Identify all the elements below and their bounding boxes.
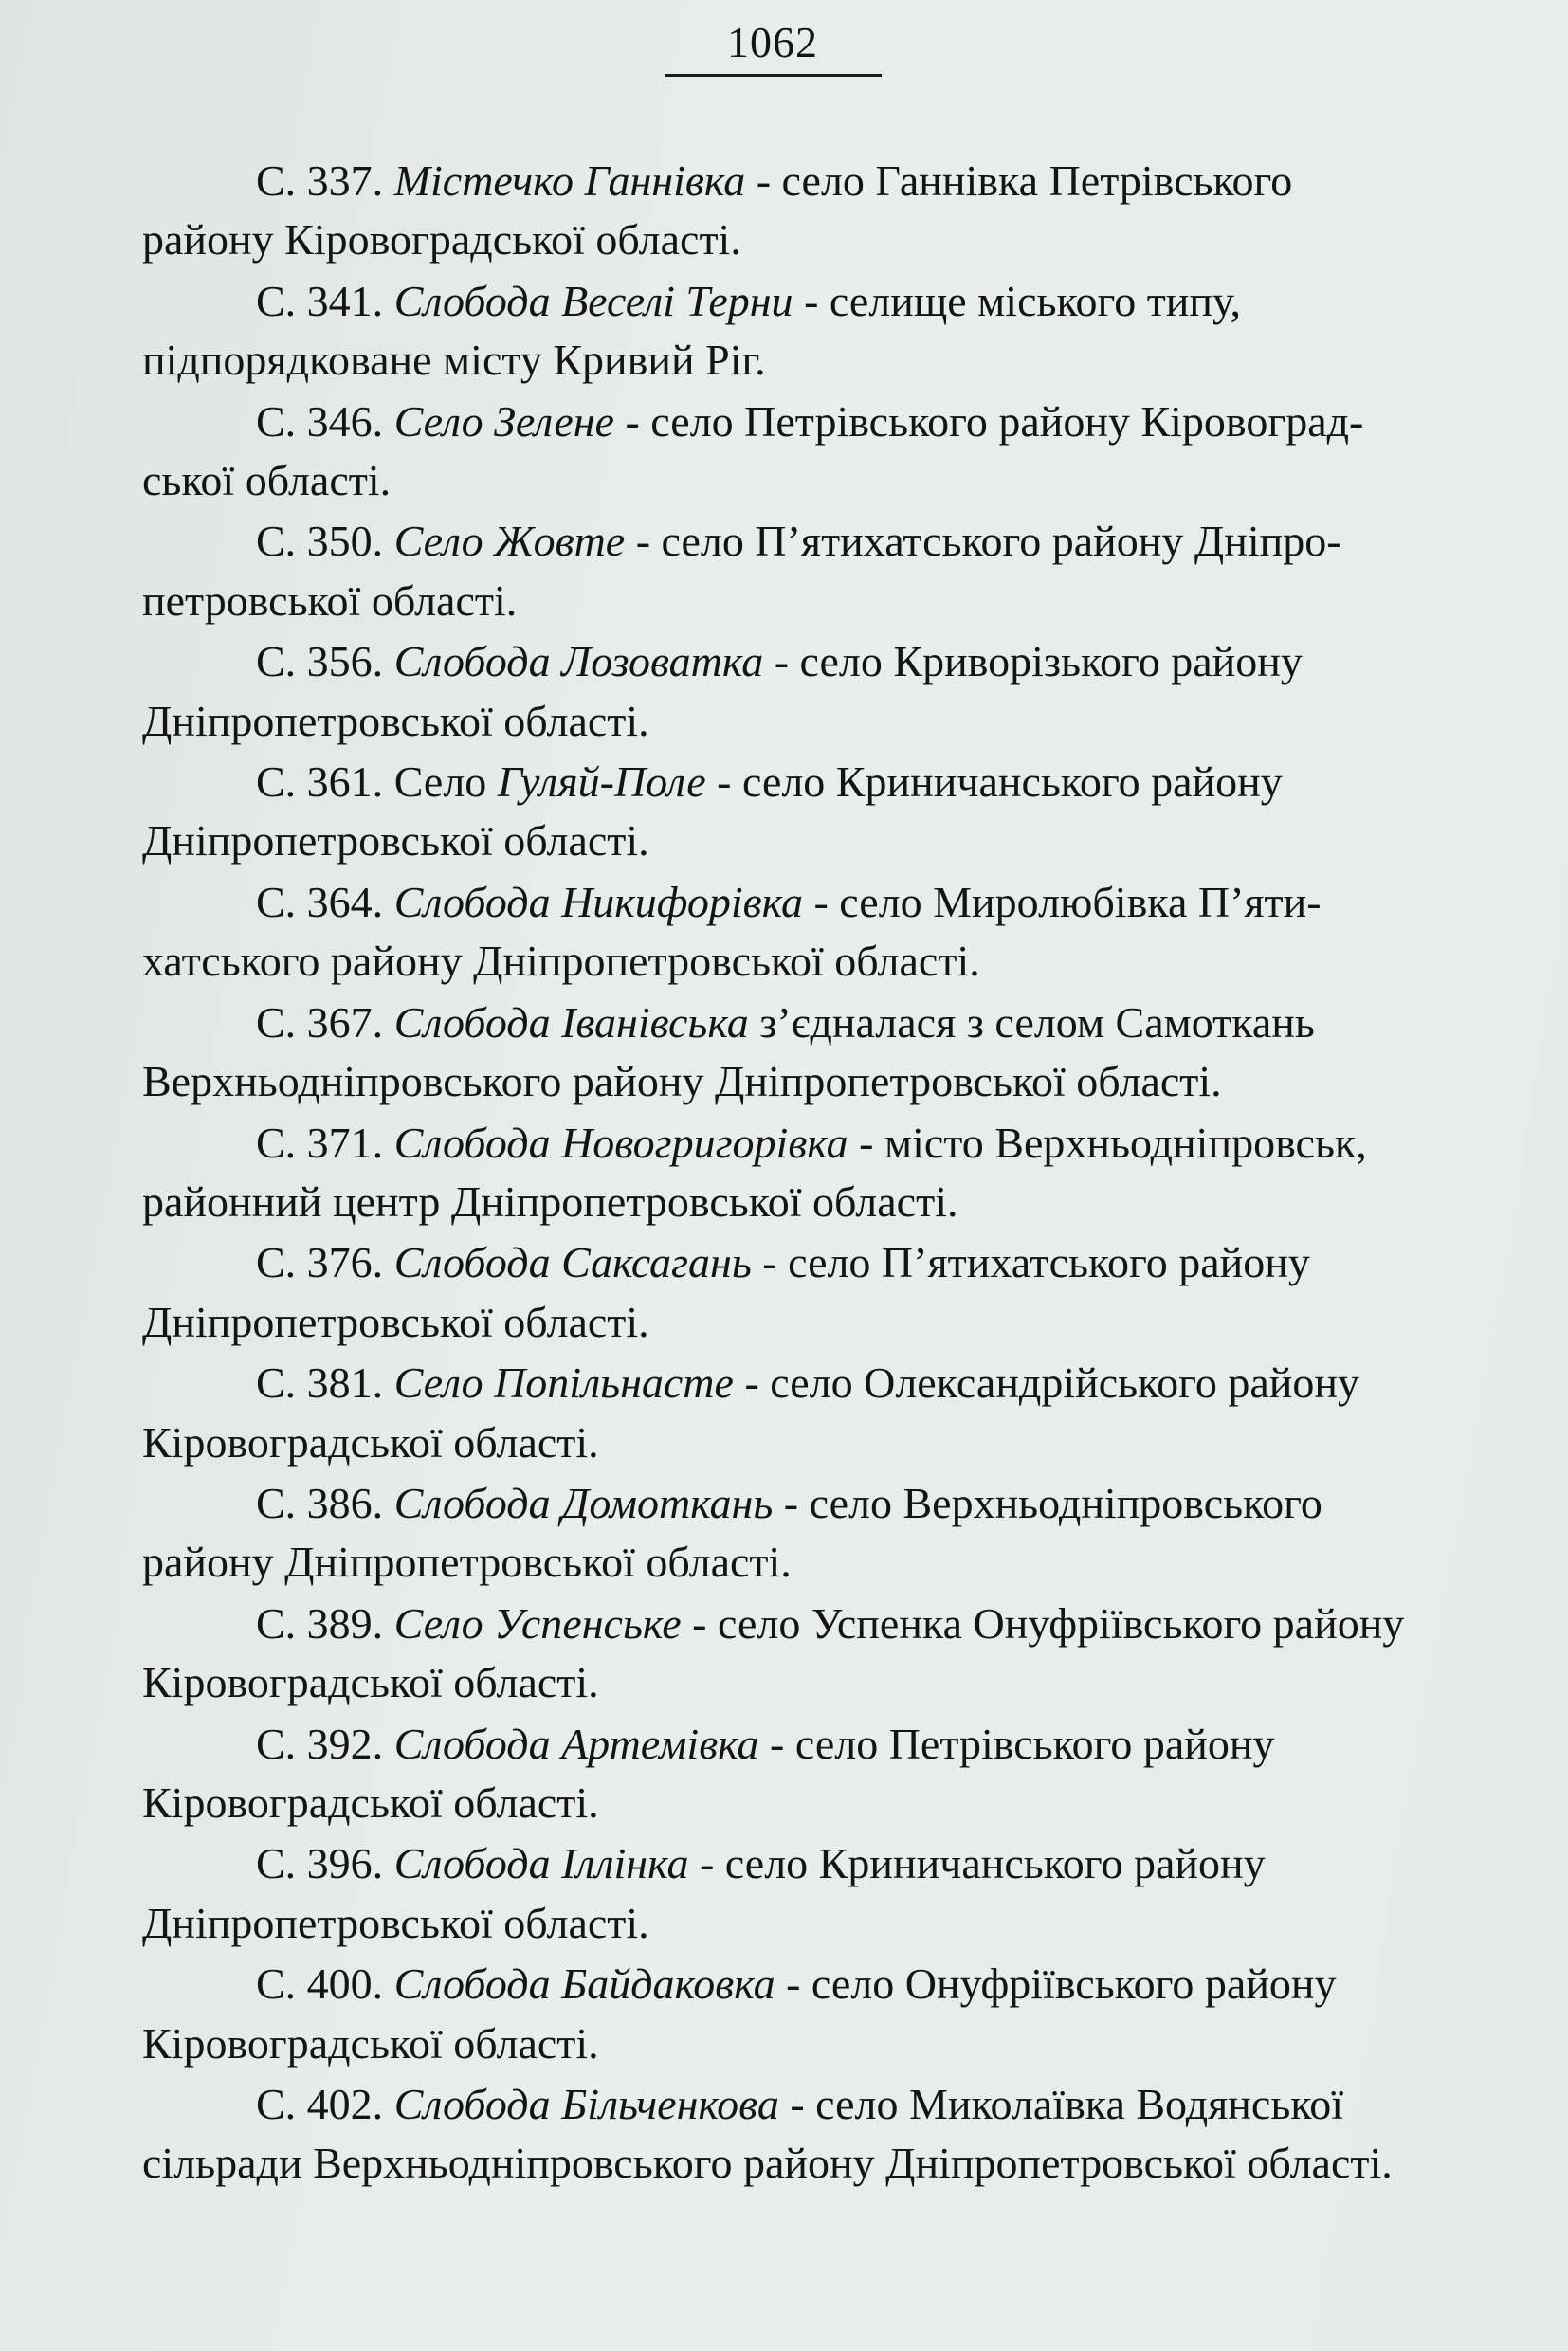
- entry: [142, 1114, 1424, 1232]
- entry-reference: С. 396.: [256, 1839, 384, 1888]
- entry-reference: С. 389.: [256, 1598, 384, 1648]
- entry-reference: С. 341.: [256, 276, 384, 325]
- entry-description: з’єдналася з селом Самоткань: [759, 997, 1315, 1047]
- entry-reference: С. 337.: [256, 156, 384, 205]
- entry-reference: С. 356.: [256, 637, 384, 686]
- entry-continuation: підпорядковане місту Кривий Ріг.: [142, 336, 766, 385]
- entry: [142, 1955, 1424, 2073]
- entry-reference: С. 392.: [256, 1719, 384, 1768]
- entry: [142, 1474, 1424, 1593]
- page-number-rule: [665, 74, 882, 77]
- entry-description: - село Криничанського району: [717, 757, 1283, 807]
- entry-description: - місто Верхньодніпровськ,: [859, 1118, 1367, 1167]
- entry-reference: С. 361.: [256, 757, 384, 807]
- entry: [142, 1834, 1424, 1953]
- entry-continuation: Дніпропетровської області.: [142, 816, 649, 866]
- entry-place-name: Село Попільнасте: [393, 1358, 734, 1408]
- entry: [142, 152, 1424, 270]
- entry: [142, 512, 1424, 630]
- entry-place-name: Слобода Лозоватка: [393, 637, 764, 686]
- entry-first-line: [142, 1834, 1424, 1893]
- entry: [142, 993, 1424, 1112]
- entry: [142, 392, 1424, 511]
- entry-place-name: Слобода Іллінка: [393, 1839, 689, 1888]
- entry-first-line: [142, 1354, 1424, 1412]
- entry-place-name: Село Успенське: [393, 1598, 682, 1648]
- entry-reference: С. 386.: [256, 1478, 384, 1527]
- entry-description: - село Петрівського району: [770, 1719, 1275, 1768]
- entry-reference: С. 381.: [256, 1358, 384, 1408]
- entry-reference: С. 376.: [256, 1238, 384, 1287]
- entry-description: - село Миролюбівка П’яти-: [813, 877, 1322, 926]
- entry-reference: С. 402.: [256, 2080, 384, 2128]
- entry: [142, 873, 1424, 992]
- entry-continuation: районний центр Дніпропетровської області.: [142, 1176, 958, 1226]
- entry-first-line: [142, 272, 1424, 331]
- entry-continuation: Дніпропетровської області.: [142, 1297, 649, 1346]
- entry-name-prefix: Село: [393, 757, 487, 807]
- entry-first-line: [142, 1114, 1424, 1173]
- entry-description: - село Петрівського району Кіровоград-: [625, 396, 1364, 446]
- entry-place-name: Слобода Саксагань: [393, 1238, 752, 1287]
- entry-place-name: Містечко Ганнівка: [393, 156, 746, 205]
- entries-list: [142, 152, 1424, 2196]
- entry-continuation: району Кіровоградської області.: [142, 215, 741, 264]
- entry-place-name: Слобода Новогригорівка: [393, 1118, 848, 1167]
- entry-continuation: Кіровоградської області.: [142, 2018, 599, 2068]
- entry-continuation: Верхньодніпровського району Дніпропетровської області.: [142, 1057, 1222, 1106]
- entry-reference: С. 371.: [256, 1118, 384, 1167]
- entry-first-line: [142, 873, 1424, 932]
- entry: [142, 1354, 1424, 1472]
- entry-place-name: Село Зелене: [393, 396, 614, 446]
- entry-first-line: [142, 1715, 1424, 1774]
- entry-description: - село Олександрійського району: [744, 1358, 1360, 1408]
- entry-description: - село Криничанського району: [699, 1839, 1266, 1888]
- entry-reference: С. 400.: [256, 1959, 384, 2009]
- entry-continuation: сільради Верхньодніпровського району Дніпропетровської області.: [142, 2139, 1393, 2188]
- entry-place-name: Гуляй-Поле: [497, 757, 706, 807]
- entry-first-line: [142, 392, 1424, 451]
- entry-first-line: [142, 632, 1424, 691]
- entry-place-name: Слобода Більченкова: [393, 2080, 779, 2128]
- entry-description: - село Ганнівка Петрівського: [756, 156, 1293, 205]
- entry-continuation: Дніпропетровської області.: [142, 696, 649, 745]
- entry-description: - село Криворізького району: [774, 637, 1303, 686]
- entry-first-line: [142, 512, 1424, 571]
- entry: [142, 1715, 1424, 1833]
- entry-first-line: [142, 152, 1424, 210]
- page-number: 1062: [727, 18, 818, 66]
- entry-place-name: Слобода Іванівська: [393, 997, 749, 1047]
- entry-first-line: [142, 1233, 1424, 1292]
- entry: [142, 632, 1424, 751]
- entry-place-name: Слобода Домоткань: [393, 1478, 774, 1527]
- entry: [142, 2075, 1424, 2194]
- entry-description: - село П’ятихатського району: [762, 1238, 1310, 1287]
- entry-reference: С. 364.: [256, 877, 384, 926]
- entry-first-line: [142, 993, 1424, 1052]
- entry-place-name: Слобода Веселі Терни: [393, 276, 793, 325]
- entry-description: - село Успенка Онуфріївського району: [692, 1598, 1405, 1648]
- entry-description: - селище міського типу,: [804, 276, 1241, 325]
- entry-continuation: Кіровоградської області.: [142, 1777, 599, 1827]
- entry-description: - село Верхньодніпровського: [783, 1478, 1322, 1527]
- entry-place-name: Слобода Артемівка: [393, 1719, 759, 1768]
- entry-first-line: [142, 1474, 1424, 1533]
- entry: [142, 753, 1424, 871]
- entry-continuation: Дніпропетровської області.: [142, 1898, 649, 1947]
- entry: [142, 1595, 1424, 1713]
- entry-continuation: хатського району Дніпропетровської області.: [142, 937, 980, 986]
- entry: [142, 272, 1424, 391]
- entry-reference: С. 346.: [256, 396, 384, 446]
- entry-description: - село Онуфріївського району: [786, 1959, 1337, 2009]
- entry-first-line: [142, 1595, 1424, 1653]
- entry-place-name: Слобода Байдаковка: [393, 1959, 775, 2009]
- entry-continuation: Кіровоградської області.: [142, 1417, 599, 1467]
- entry-description: - село П’ятихатського району Дніпро-: [635, 517, 1341, 566]
- entry: [142, 1233, 1424, 1352]
- entry-reference: С. 350.: [256, 517, 384, 566]
- entry-description: - село Миколаївка Водянської: [790, 2080, 1344, 2128]
- entry-continuation: петровської області.: [142, 575, 518, 625]
- entry-continuation: Кіровоградської області.: [142, 1658, 599, 1707]
- entry-continuation: району Дніпропетровської області.: [142, 1538, 792, 1587]
- entry-continuation: ської області.: [142, 456, 392, 505]
- entry-first-line: [142, 1955, 1424, 2014]
- entry-place-name: Слобода Никифорівка: [393, 877, 803, 926]
- entry-first-line: [142, 753, 1424, 811]
- entry-first-line: [142, 2075, 1424, 2134]
- entry-reference: С. 367.: [256, 997, 384, 1047]
- entry-place-name: Село Жовте: [393, 517, 626, 566]
